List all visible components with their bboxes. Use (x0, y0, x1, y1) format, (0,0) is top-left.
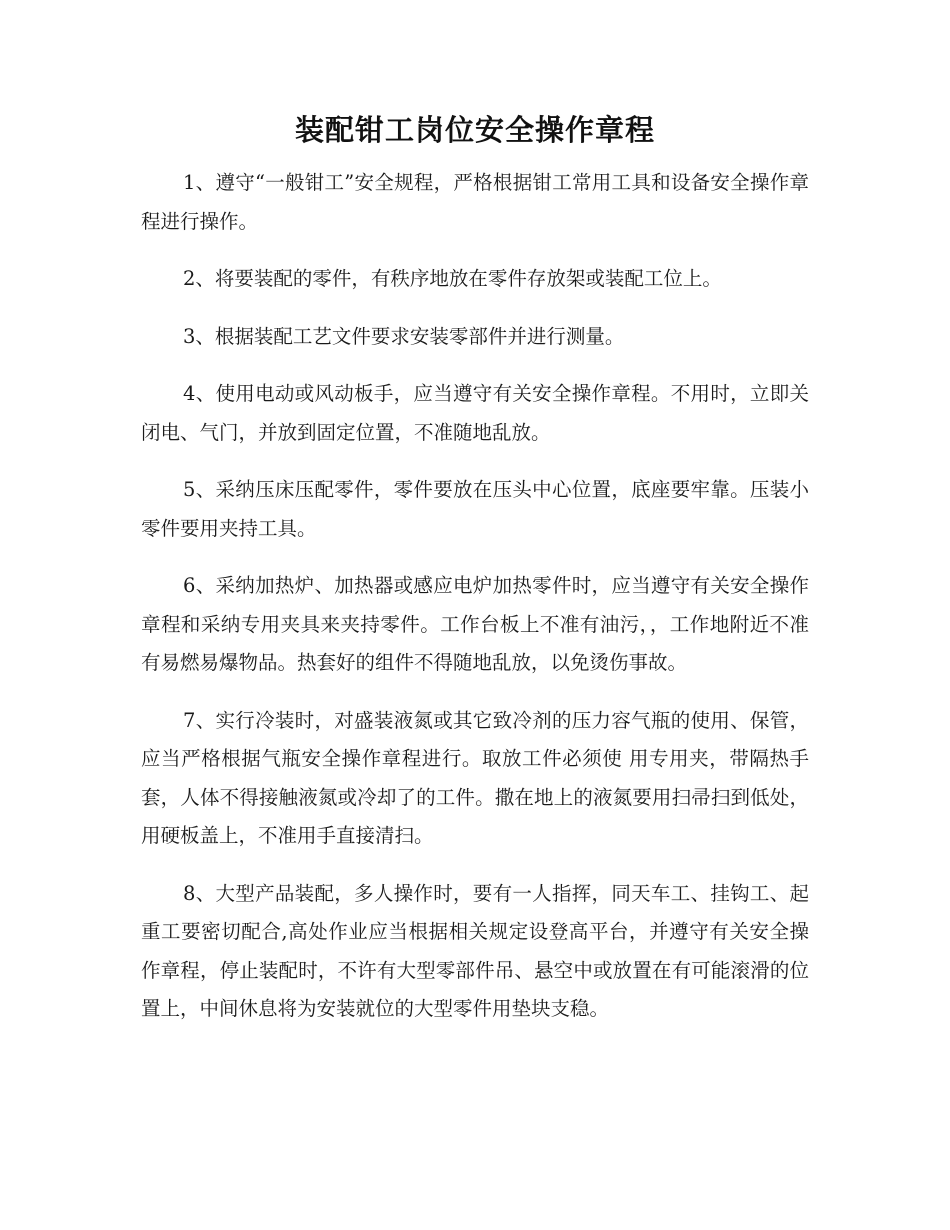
paragraph-2: 2、将要装配的零件，有秩序地放在零件存放架或装配工位上。 (183, 267, 722, 290)
paragraph-1: 1、遵守“一般钳工”安全规程，严格根据钳工常用工具和设备安全操作章程进行操作。 (141, 171, 809, 233)
paragraph-4: 4、使用电动或风动板手，应当遵守有关安全操作章程。不用时，立即关闭电、气门，并放到固定位置，不准随地乱放。 (141, 382, 809, 444)
page-title: 装配钳工岗位安全操作章程 (294, 113, 655, 147)
document-body (141, 164, 809, 1048)
paragraph-8: 8、大型产品装配，多人操作时，要有一人指挥，同天车工、挂钩工、起重工要密切配合,高处作业应当根据相关规定设登高平台，并遵守有关安全操作章程，停止装配时，不许有大型零部件吊、悬空中或放置在有可能滚滑的位置上，中间休息将为安装就位的大型零件用垫块支稳。 (141, 881, 809, 1020)
paragraph-6: 6、采纳加热炉、加热器或感应电炉加热零件时，应当遵守有关安全操作章程和采纳专用夹具来夹持零件。工作台板上不准有油污，，工作地附近不准有易燃易爆物品。热套好的组件不得随地乱放，以免烫伤事故。 (141, 574, 809, 674)
paragraph-5: 5、采纳压床压配零件，零件要放在压头中心位置，底座要牢靠。压装小零件要用夹持工具。 (141, 478, 809, 540)
paragraph-7: 7、实行冷装时，对盛装液氮或其它致冷剂的压力容气瓶的使用、保管，应当严格根据气瓶安全操作章程进行。取放工件必须使 用专用夹，带隔热手套，人体不得接触液氮或冷却了的工件。撒在地上的液氮要用扫帚扫到低处，用硬板盖上，不准用手直接清扫。 (141, 708, 809, 847)
paragraph-3: 3、根据装配工艺文件要求安装零部件并进行测量。 (183, 324, 625, 348)
